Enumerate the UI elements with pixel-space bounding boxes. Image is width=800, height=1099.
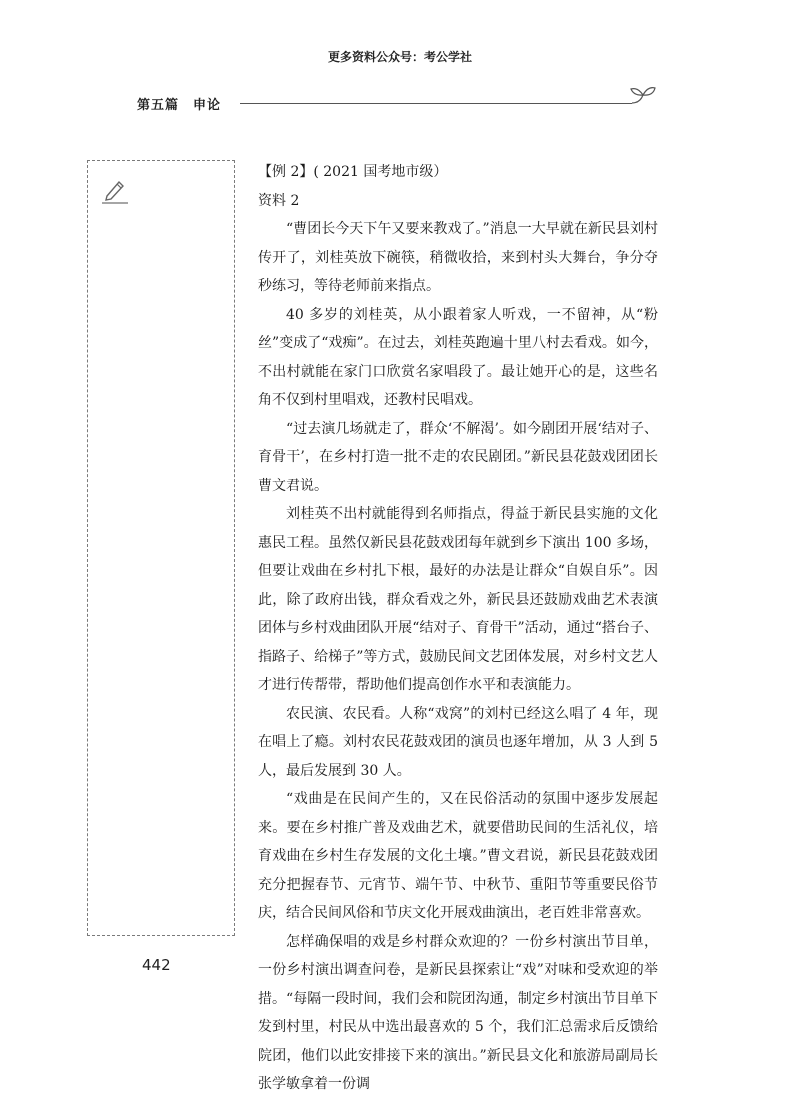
top-banner: 更多资料公众号：考公学社 — [327, 50, 472, 64]
paragraph: 刘桂英不出村就能得到名师指点，得益于新民县实施的文化惠民工程。虽然仅新民县花鼓戏团每年就到乡下演出 100 多场，但要让戏曲在乡村扎下根，最好的办法是让群众“自娱自乐”。因此，除了政府出钱，群众看戏之外，新民县还鼓励戏曲艺术表演团体与乡村戏曲团队开展“结对子、育骨干”活动，通过“搭台子、指路子、给梯子”等方式，鼓励民间文艺团体发展，对乡村文艺人才进行传帮带，帮助他们提高创作水平和表演能力。 — [258, 506, 658, 693]
paragraph: 怎样确保唱的戏是乡村群众欢迎的？一份乡村演出节目单，一份乡村演出调查问卷，是新民县探索让“戏”对味和受欢迎的举措。“每隔一段时间，我们会和院团沟通，制定乡村演出节目单下发到村里，村民从中选出最喜欢的 5 个，我们汇总需求后反馈给院团，他们以此安排接下来的演出。”新民县文化和旅游局副局长张学敏拿着一份调 — [258, 933, 658, 1092]
example-label: 【例 2】( 2021 国考地市级） — [258, 164, 448, 180]
page-number: 442 — [142, 956, 171, 974]
paragraph: 40 多岁的刘桂英，从小跟着家人听戏，一不留神，从“粉丝”变成了“戏痴”。在过去，刘桂英跑遍十里八村去看戏。如今，不出村就能在家门口欣赏名家唱段了。最让她开心的是，这些名角不仅到村里唱戏，还教村民唱戏。 — [258, 306, 658, 408]
header-divider — [240, 103, 632, 104]
material-label: 资料 2 — [258, 192, 300, 209]
paragraph: “戏曲是在民间产生的，又在民俗活动的氛围中逐步发展起来。要在乡村推广普及戏曲艺术，就要借助民间的生活礼仪，培育戏曲在乡村生存发展的文化土壤。”曹文君说，新民县花鼓戏团充分把握春节、元宵节、端午节、中秋节、重阳节等重要民俗节庆，结合民间风俗和节庆文化开展戏曲演出，老百姓非常喜欢。 — [258, 791, 658, 921]
section-title: 第五篇 申论 — [137, 98, 222, 113]
paragraph: “曹团长今天下午又要来教戏了。”消息一大早就在新民县刘村传开了，刘桂英放下碗筷，稍微收拾，来到村头大舞台，争分夺秒练习，等待老师前来指点。 — [258, 221, 658, 294]
article-body — [258, 158, 658, 1099]
pencil-icon — [101, 178, 129, 208]
notes-box — [87, 160, 235, 936]
paragraph: “过去演几场就走了，群众‘不解渴’。如今剧团开展‘结对子、育骨干’，在乡村打造一批不走的农民剧团。”新民县花鼓戏团团长曹文君说。 — [258, 420, 658, 494]
paragraph: 农民演、农民看。人称“戏窝”的刘村已经这么唱了 4 年，现在唱上了瘾。刘村农民花鼓戏团的演员也逐年增加，从 3 人到 5 人，最后发展到 30 人。 — [258, 705, 658, 779]
sprout-icon — [628, 84, 658, 112]
